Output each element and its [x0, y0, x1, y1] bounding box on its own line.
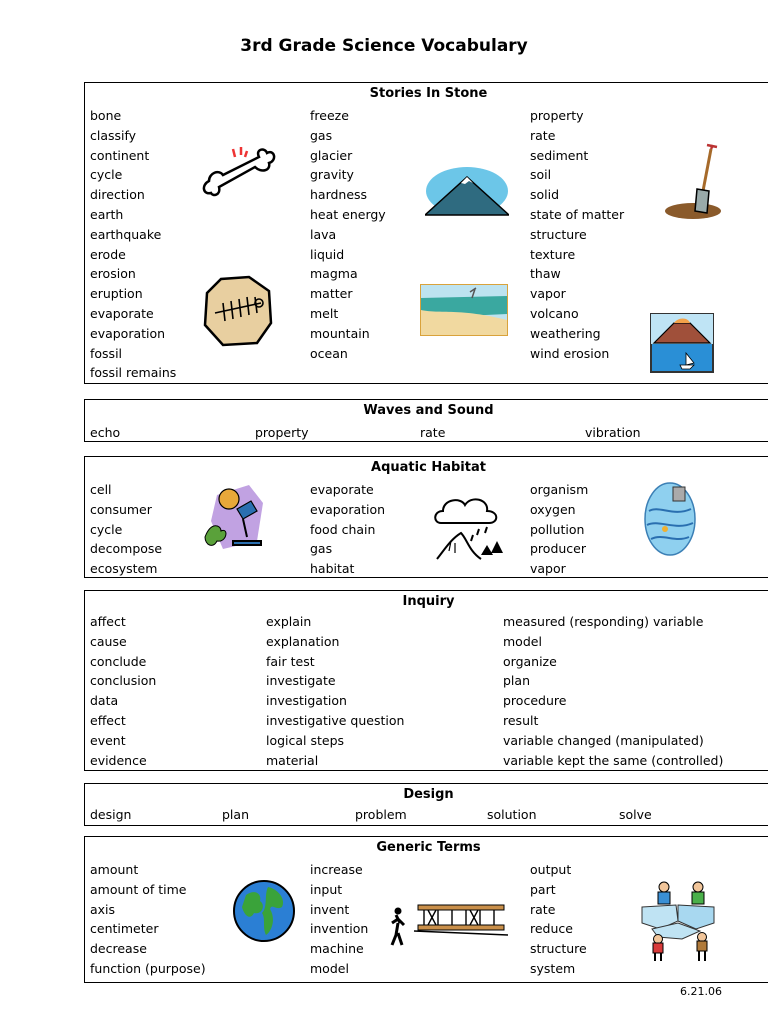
- section-heading: Design: [403, 787, 454, 802]
- vocab-word: axis: [90, 901, 116, 917]
- vocab-word: pollution: [530, 521, 585, 537]
- vocab-word: system: [530, 960, 576, 976]
- vocab-word: rate: [530, 901, 556, 917]
- vocab-word: investigation: [266, 693, 347, 709]
- section-stories-in-stone: [84, 82, 768, 384]
- vocab-word: increase: [310, 862, 363, 877]
- word: solution: [487, 807, 537, 822]
- vocab-word: evaporation: [310, 501, 386, 517]
- word: plan: [222, 807, 249, 822]
- section-heading: Aquatic Habitat: [371, 460, 486, 475]
- vocab-word: cell: [90, 482, 112, 497]
- vocab-word: plan: [503, 673, 530, 689]
- vocab-word: earthquake: [90, 226, 162, 242]
- vocab-word: food chain: [310, 521, 376, 537]
- vocab-word: property: [530, 108, 584, 123]
- vocab-word: effect: [90, 712, 126, 728]
- vocab-word: amount: [90, 862, 139, 877]
- section-waves-and-sound: [84, 399, 768, 442]
- mountain-icon: [425, 165, 509, 217]
- vocab-word: ocean: [310, 345, 348, 361]
- vocab-word: liquid: [310, 246, 345, 262]
- vocab-word: part: [530, 881, 556, 897]
- vocab-word: consumer: [90, 501, 152, 517]
- vocab-word: evidence: [90, 752, 147, 768]
- airplane-invention-icon: [388, 895, 508, 949]
- vocab-word: evaporation: [90, 325, 166, 341]
- section-aquatic-habitat: [84, 456, 768, 578]
- vocab-word: weathering: [530, 325, 601, 341]
- vocab-word: hardness: [310, 187, 368, 203]
- vocab-word: material: [266, 752, 319, 768]
- vocab-word: vapor: [530, 561, 566, 577]
- vocab-word: soil: [530, 167, 552, 183]
- word: rate: [420, 425, 446, 440]
- word-column-1: [90, 612, 156, 770]
- vocab-word: thaw: [530, 266, 561, 282]
- page-title: 3rd Grade Science Vocabulary: [240, 36, 528, 56]
- section-design: [84, 783, 768, 826]
- vocab-word: lava: [310, 226, 337, 242]
- vocab-word: cause: [90, 633, 127, 649]
- rain-cloud-icon: [431, 493, 507, 563]
- vocab-word: solid: [530, 187, 560, 203]
- shovel-icon: [663, 143, 725, 221]
- microscope-icon: [203, 481, 271, 553]
- word-column-3: [503, 612, 723, 770]
- vocab-word: matter: [310, 286, 353, 302]
- vocab-word: procedure: [503, 693, 567, 709]
- section-generic-terms: [84, 836, 768, 983]
- vocab-word: explanation: [266, 633, 340, 649]
- vocab-word: machine: [310, 941, 364, 957]
- vocab-word: ecosystem: [90, 561, 158, 577]
- vocab-word: wind erosion: [530, 345, 610, 361]
- vocab-word: model: [503, 633, 542, 649]
- vocab-word: centimeter: [90, 921, 159, 937]
- vocab-word: event: [90, 732, 126, 748]
- vocab-word: data: [90, 693, 119, 709]
- vocab-word: investigate: [266, 673, 336, 689]
- vocab-word: volcano: [530, 305, 579, 321]
- vocab-word: function (purpose): [90, 960, 206, 976]
- section-heading: Stories In Stone: [369, 86, 488, 101]
- vocab-word: freeze: [310, 108, 349, 123]
- word-column-1: [90, 106, 176, 383]
- vocab-word: decrease: [90, 941, 147, 957]
- word: solve: [619, 807, 652, 822]
- vocab-word: variable changed (manipulated): [503, 732, 704, 748]
- vocab-word: variable kept the same (controlled): [503, 752, 724, 768]
- vocab-word: organize: [503, 653, 557, 669]
- vocab-word: rate: [530, 127, 556, 143]
- vocab-word: structure: [530, 226, 587, 242]
- vocab-word: result: [503, 712, 539, 728]
- section-inquiry: [84, 590, 768, 771]
- word: problem: [355, 807, 407, 822]
- vocab-word: evaporate: [310, 482, 374, 497]
- vocab-word: conclusion: [90, 673, 157, 689]
- word: echo: [90, 425, 121, 440]
- vocab-word: fossil remains: [90, 365, 177, 381]
- vocab-word: model: [310, 960, 349, 976]
- vocab-word: vapor: [530, 286, 566, 302]
- vocab-word: gas: [310, 541, 333, 557]
- vocab-word: fossil: [90, 345, 123, 361]
- vocab-word: texture: [530, 246, 576, 262]
- vocab-word: mountain: [310, 325, 370, 341]
- vocab-word: glacier: [310, 147, 353, 163]
- vocab-word: gas: [310, 127, 333, 143]
- volcano-icon: [650, 313, 714, 373]
- vocab-word: decompose: [90, 541, 163, 557]
- vocab-word: sediment: [530, 147, 589, 163]
- section-heading: Waves and Sound: [363, 403, 494, 418]
- word: property: [255, 425, 309, 440]
- word-column-3: [530, 860, 587, 979]
- word-column-1: [90, 860, 206, 979]
- water-pollution-icon: [643, 481, 697, 557]
- word-column-2: [310, 106, 386, 363]
- vocab-word: direction: [90, 187, 145, 203]
- vocab-word: reduce: [530, 921, 573, 937]
- word-column-3: [530, 106, 624, 363]
- vocab-word: output: [530, 862, 572, 877]
- vocab-word: evaporate: [90, 305, 154, 321]
- vocab-word: logical steps: [266, 732, 345, 748]
- vocab-word: eruption: [90, 286, 143, 302]
- vocab-word: cycle: [90, 167, 123, 183]
- vocab-word: earth: [90, 206, 124, 222]
- vocab-word: producer: [530, 541, 587, 557]
- globe-icon: [232, 879, 296, 943]
- vocab-word: amount of time: [90, 881, 187, 897]
- vocab-word: oxygen: [530, 501, 576, 517]
- section-heading: Inquiry: [402, 594, 455, 609]
- word-column-2: [310, 860, 368, 979]
- vocab-word: cycle: [90, 521, 123, 537]
- vocab-word: invent: [310, 901, 350, 917]
- vocab-word: erosion: [90, 266, 136, 282]
- word: vibration: [585, 425, 641, 440]
- vocab-word: melt: [310, 305, 339, 321]
- vocab-word: continent: [90, 147, 150, 163]
- vocab-word: structure: [530, 941, 587, 957]
- vocab-word: classify: [90, 127, 137, 143]
- vocab-word: habitat: [310, 561, 355, 577]
- vocab-word: input: [310, 881, 343, 897]
- vocab-word: explain: [266, 614, 312, 629]
- vocab-word: affect: [90, 614, 126, 629]
- vocab-word: bone: [90, 108, 122, 123]
- word-column-3: [530, 480, 588, 579]
- people-puzzle-icon: [638, 877, 718, 961]
- vocab-word: conclude: [90, 653, 147, 669]
- footer-date: 6.21.06: [680, 985, 722, 998]
- vocab-word: heat energy: [310, 206, 386, 222]
- word-column-2: [310, 480, 385, 579]
- word-column-2: [266, 612, 404, 770]
- word-column-1: [90, 480, 162, 579]
- vocab-word: invention: [310, 921, 369, 937]
- vocab-word: investigative question: [266, 712, 405, 728]
- vocab-word: magma: [310, 266, 358, 282]
- vocab-word: gravity: [310, 167, 354, 183]
- word: design: [90, 807, 132, 822]
- fossil-icon: [199, 273, 275, 347]
- vocab-word: erode: [90, 246, 126, 262]
- bone-icon: [199, 145, 279, 197]
- section-heading: Generic Terms: [376, 840, 481, 855]
- beach-icon: [420, 284, 508, 336]
- vocab-word: fair test: [266, 653, 315, 669]
- vocab-word: measured (responding) variable: [503, 614, 704, 629]
- vocab-word: organism: [530, 482, 589, 497]
- vocab-word: state of matter: [530, 206, 625, 222]
